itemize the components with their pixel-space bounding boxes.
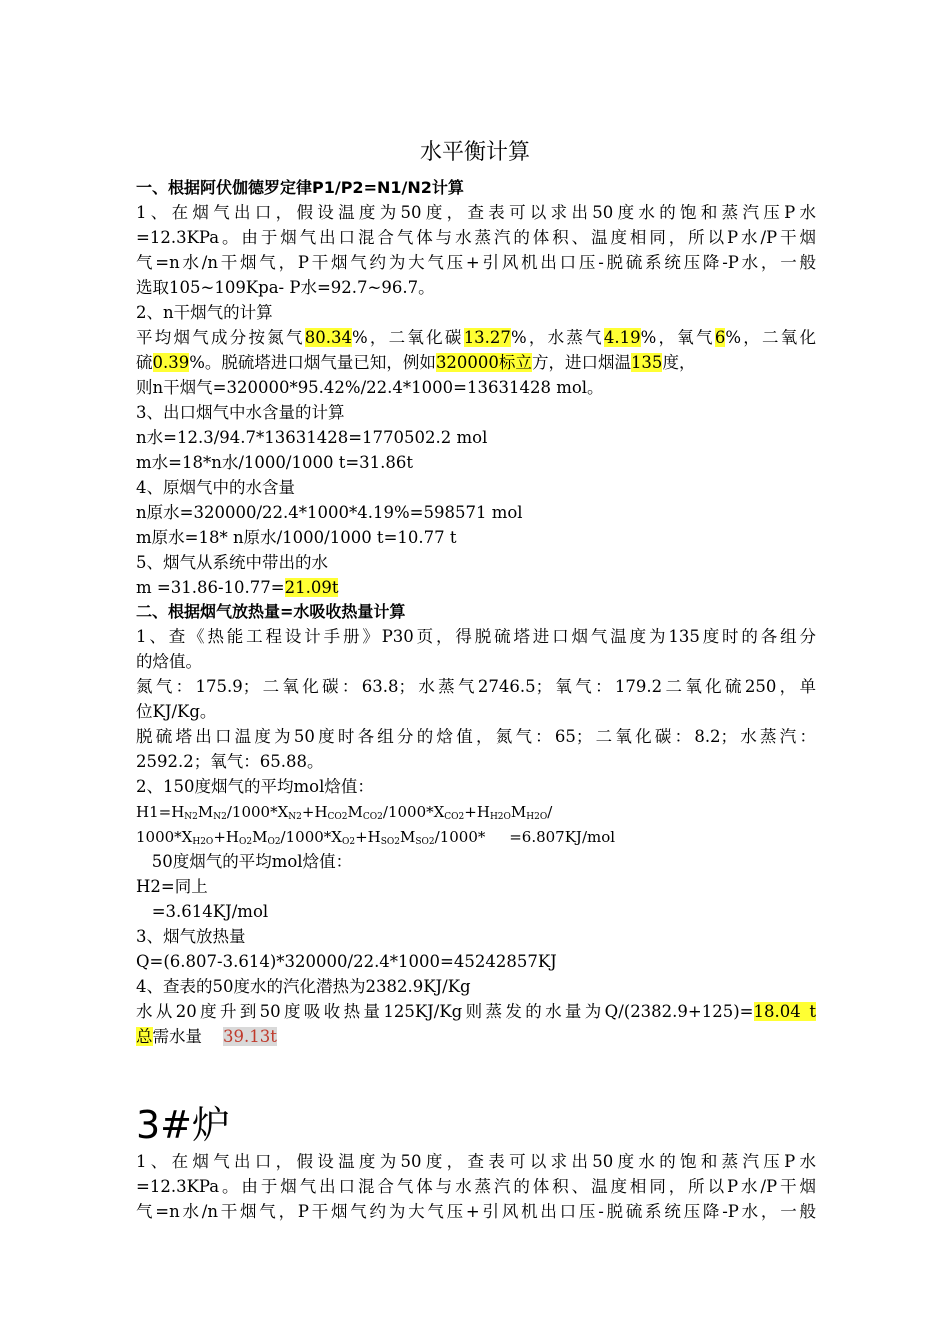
text-line: m =31.86-10.77=21.09t [136,578,339,597]
highlighted-value: 135 [630,353,663,372]
text-line: H2=同上 [136,877,208,896]
highlighted-value: 13.27 [463,328,511,347]
text-line: 选取105~109Kpa- P水=92.7~96.7。 [136,278,435,297]
formula-line-2: $1000*X_{H2O}+H_{O2}M_{O2}/1000*X_{O2}+H_{SO2}M_{SO2}/1000*$ =6.807KJ/mol [136,828,616,847]
text-line: n水=12.3/94.7*13631428=1770502.2 mol [136,428,488,447]
text-line: 5、烟气从系统中带出的水 [136,553,328,572]
text-line: 水从20度升到50度吸收热量125KJ/Kg则蒸发的水量为Q/(2382.9+125)=18.04 t [136,1002,816,1021]
text-line: 位KJ/Kg。 [136,702,217,721]
highlighted-value: 4.19 [603,328,641,347]
text-line: 气=n水/n干烟气，P干烟气约为大气压+引风机出口压-脱硫系统压降-P水，一般 [136,253,816,272]
section3-heading: 3#炉 [136,1103,231,1147]
highlighted-value: 320000标立 [435,353,532,372]
text-line: 1、在烟气出口，假设温度为50度，查表可以求出50度水的饱和蒸汽压P水 [136,1152,816,1171]
section2-heading: 二、根据烟气放热量=水吸收热量计算 [136,602,406,621]
text-line: 2592.2；氧气：65.88。 [136,752,324,771]
text-line: 1、在烟气出口，假设温度为50度，查表可以求出50度水的饱和蒸汽压P水 [136,203,816,222]
text-line: 总需水量 39.13t [136,1027,277,1046]
text-line: =12.3KPa。由于烟气出口混合气体与水蒸汽的体积、温度相同，所以P水/P干烟 [136,1177,816,1196]
highlighted-value: 21.09t [284,578,339,597]
text-line: 硫0.39%。脱硫塔进口烟气量已知，例如320000标立方，进口烟温135度， [136,353,696,372]
text-line: 2、n干烟气的计算 [136,303,273,322]
text-line: 50度烟气的平均mol焓值： [136,852,353,871]
text-line: m原水=18* n原水/1000/1000 t=10.77 t [136,528,457,547]
highlighted-value: 总 [136,1027,153,1046]
highlighted-value: 80.34 [304,328,352,347]
text-line: 平均烟气成分按氮气80.34%，二氧化碳13.27%，水蒸气4.19%，氧气6%，二氧化 [136,328,816,347]
text-line: 气=n水/n干烟气，P干烟气约为大气压+引风机出口压-脱硫系统压降-P水，一般 [136,1202,816,1221]
text-line: 2、150度烟气的平均mol焓值： [136,777,374,796]
highlighted-value: 18.04 t [753,1002,816,1021]
highlighted-value: 6 [714,328,726,347]
text-line: 的焓值。 [136,652,202,671]
text-line: =12.3KPa。由于烟气出口混合气体与水蒸汽的体积、温度相同，所以P水/P干烟 [136,228,816,247]
text-line: 脱硫塔出口温度为50度时各组分的焓值，氮气：65；二氧化碳：8.2；水蒸汽： [136,727,816,746]
text-line: n原水=320000/22.4*1000*4.19%=598571 mol [136,503,523,522]
formula-line-1: $H1=H_{N2}M_{N2}/1000*X_{N2}+H_{CO2}M_{CO2}/1000*X_{CO2}+H_{H2O}M_{H2O}/$ [136,803,553,822]
section1-heading: 一、根据阿伏伽德罗定律P1/P2=N1/N2计算 [136,178,464,197]
text-line: =3.614KJ/mol [136,902,269,921]
text-line: 1、查《热能工程设计手册》P30页，得脱硫塔进口烟气温度为135度时的各组分 [136,627,816,646]
text-line: 氮气：175.9；二氧化碳：63.8；水蒸气2746.5；氧气：179.2二氧化硫250，单 [136,677,816,696]
highlighted-total: 39.13t [222,1027,277,1046]
text-line: 3、烟气放热量 [136,927,246,946]
text-line: 则n干烟气=320000*95.42%/22.4*1000=13631428 mol。 [136,378,604,397]
text-line: 4、原烟气中的水含量 [136,478,295,497]
highlighted-value: 0.39 [152,353,190,372]
text-line: 3、出口烟气中水含量的计算 [136,403,345,422]
text-line: m水=18*n水/1000/1000 t=31.86t [136,453,414,472]
text-line: Q=(6.807-3.614)*320000/22.4*1000=45242857KJ [136,952,557,971]
page-title: 水平衡计算 [419,140,530,165]
text-line: 4、查表的50度水的汽化潜热为2382.9KJ/Kg [136,977,471,996]
